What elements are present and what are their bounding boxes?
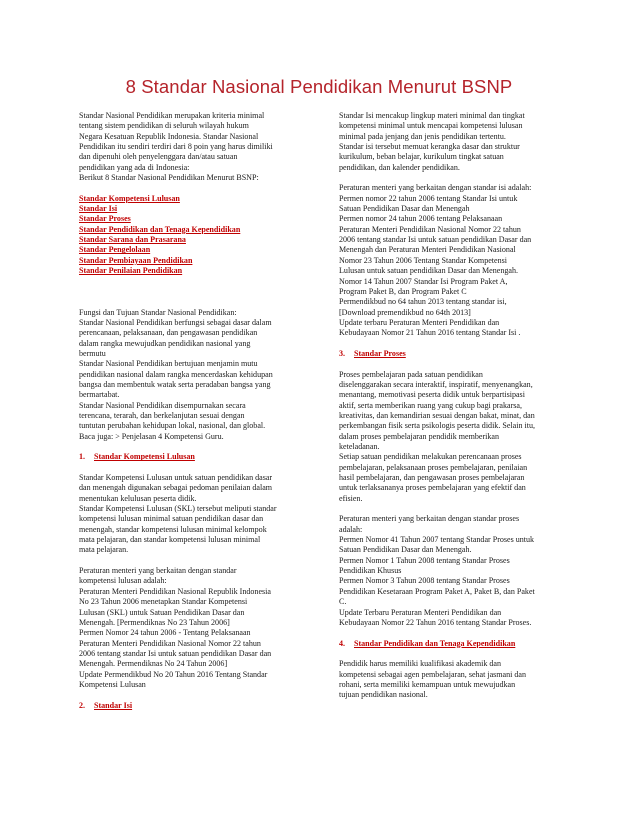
text-line: minimal pada jenjang dan jenis pendidikan tertentu. [339, 131, 506, 141]
skl-paragraph [79, 473, 306, 556]
text-line: tuntutan perubahan kehidupan lokal, nasional, dan global. [79, 421, 266, 431]
standard-link[interactable]: Standar Pembiayaan Pendidikan [79, 255, 193, 265]
skl-regulations [79, 566, 306, 690]
text-line: kompetensi lulusan minimal satuan pendidikan dasar dan [79, 514, 264, 524]
fungsi-paragraph [79, 308, 306, 442]
pendidik-paragraph [339, 659, 564, 700]
text-line: Permendikbud no 64 tahun 2013 tentang standar isi, [339, 297, 507, 307]
text-line: Peraturan Menteri Pendidikan Nasional Nomor 22 tahun [339, 224, 521, 234]
text-line: Proses pembelajaran pada satuan pendidikan [339, 369, 483, 379]
section-heading-1 [79, 452, 306, 462]
text-line: Lulusan (SKL) untuk Satuan Pendidikan Dasar dan [79, 607, 245, 617]
text-line: untuk terlaksananya proses pembelajaran yang efektif dan [339, 483, 526, 493]
section-heading-4 [339, 639, 564, 649]
standard-link[interactable]: Standar Pengelolaan [79, 245, 151, 255]
text-line: Peraturan menteri yang berkaitan dengan standar proses [339, 514, 520, 524]
text-line: kompetensi sebagai agen pembelajaran, sehat jasmani dan [339, 669, 527, 679]
standard-link[interactable]: Standar Sarana dan Prasarana [79, 235, 186, 245]
download-link[interactable]: [Download premendikbud no 64th 2013] [339, 307, 471, 317]
text-line: Nomor 23 Tahun 2006 Tentang Standar Kompetensi [339, 255, 507, 265]
text-line: 2006 tentang standar Isi untuk satuan pendidikan Dasar dan [339, 235, 532, 245]
section-heading-3 [339, 349, 564, 359]
text-line: Permen Nomor 24 tahun 2006 - Tentang Pelaksanaan [79, 628, 251, 638]
section-number: 2. [79, 700, 86, 710]
text-line: pembelajaran, pelaksanaan proses pembelajaran, penilaian [339, 462, 528, 472]
text-line: aktif, serta memberikan ruang yang cukup bagi prakarsa, [339, 400, 522, 410]
text-line: Peraturan menteri yang berkaitan dengan standar isi adalah: [339, 183, 532, 193]
text-line: dalam proses pembelajaran pendidik memberikan [339, 431, 499, 441]
text-line: bangsa dan membentuk watak serta peradaban bangsa yang [79, 379, 271, 389]
text-line: Permen nomor 24 tahun 2006 tentang Pelaksanaan [339, 214, 503, 224]
text-line: Kebudayaan Nomor 22 Tahun 2016 tentang Standar Proses. [339, 617, 532, 627]
text-line: tentang sistem pendidikan di seluruh wilayah hukum [79, 121, 249, 131]
text-line: Negara Kesatuan Republik Indonesia. Standar Nasional [79, 131, 259, 141]
text-line: Menengah dan Peraturan Menteri Pendidikan Nasional [339, 245, 516, 255]
text-line: C. [339, 597, 347, 607]
text-line: kreativitas, dan kemandirian sesuai dengan bakat, minat, dan [339, 410, 535, 420]
text-line: Satuan Pendidikan Dasar dan Menengah. [339, 545, 472, 555]
text-line: menentukan kelulusan peserta didik. [79, 493, 197, 503]
text-line: Peraturan menteri yang berkaitan dengan standar [79, 566, 237, 576]
text-line: mata pelajaran, dan standar kompetensi lulusan minimal [79, 535, 261, 545]
section-number: 3. [339, 348, 346, 358]
section-heading-2 [79, 701, 306, 711]
text-line: keteladanan. [339, 442, 380, 451]
standard-link[interactable]: Standar Isi [79, 204, 118, 214]
intro-paragraph [79, 111, 306, 183]
right-column [339, 111, 564, 701]
text-line: Permen nomor 22 tahun 2006 tentang Standar Isi untuk [339, 193, 518, 203]
text-line: adalah: [339, 524, 363, 534]
text-line: Pendidikan Kesetaraan Program Paket A, Paket B, dan Paket [339, 586, 535, 596]
text-line: Satuan Pendidikan Dasar dan Menengah [339, 204, 470, 214]
text-line: Berikut 8 Standar Nasional Pendidikan Menurut BSNP: [79, 173, 259, 183]
text-line: bermartabat. [79, 390, 120, 400]
section-number: 4. [339, 638, 346, 648]
text-line: hasil pembelajaran, dan pengawasan proses pembelajaran [339, 473, 525, 483]
section-title[interactable]: Standar Proses [354, 348, 406, 358]
text-line: Kompetensi Lulusan [79, 679, 146, 689]
isi-paragraph [339, 111, 564, 173]
text-line: dan menengah digunakan sebagai pedoman penilaian dalam [79, 483, 273, 493]
text-line: rohani, serta memiliki kemampuan untuk mewujudkan [339, 679, 516, 689]
text-line: pendidikan yang ada di Indonesia: [79, 162, 190, 172]
left-column [79, 111, 306, 711]
text-line: Permen Nomor 3 Tahun 2008 tentang Standar Proses [339, 576, 510, 586]
text-line: Menengah. Permendiknas No 24 Tahun 2006] [79, 659, 228, 669]
text-line: kompetensi lulusan adalah: [79, 576, 167, 586]
text-line: Standar Nasional Pendidikan berfungsi sebagai dasar dalam [79, 317, 272, 327]
text-line: mata pelajaran. [79, 545, 129, 555]
text-line: Standar Kompetensi Lulusan untuk satuan pendidikan dasar [79, 473, 273, 483]
section-title[interactable]: Standar Pendidikan dan Tenaga Kependidikan [354, 638, 516, 648]
text-line: Update Terbaru Peraturan Menteri Pendidikan dan [339, 607, 502, 617]
text-line: dan dipenuhi oleh penyelenggara dan/atau satuan [79, 152, 238, 162]
text-line: Update terbaru Peraturan Menteri Pendidikan dan [339, 317, 500, 327]
text-line: Fungsi dan Tujuan Standar Nasional Pendidikan: [79, 307, 237, 317]
text-line: Nomor 14 Tahun 2007 Standar Isi Program Paket A, [339, 276, 508, 286]
text-line: Program Paket B, dan Program Paket C [339, 286, 467, 296]
text-line: Standar Nasional Pendidikan merupakan kriteria minimal [79, 111, 265, 120]
text-line: No 23 Tahun 2006 menetapkan Standar Kompetensi [79, 597, 248, 607]
text-line: Permen Nomor 1 Tahun 2008 tentang Standar Proses [339, 555, 510, 565]
text-line: Standar Isi mencakup lingkup materi minimal dan tingkat [339, 111, 525, 120]
text-line: Lulusan untuk satuan pendidikan Dasar dan Menengah. [339, 266, 518, 276]
text-line: pendidikan nasional dalam rangka mencerdaskan kehidupan [79, 369, 273, 379]
text-line: menantang, memotivasi peserta didik untuk berpartisipasi [339, 390, 525, 400]
proses-regulations [339, 514, 564, 628]
text-line: pendidikan, dan kalender pendidikan. [339, 162, 460, 172]
text-line: kompetensi minimal untuk mencapai kompetensi lulusan [339, 121, 523, 131]
proses-paragraph [339, 370, 564, 504]
text-line: Peraturan Menteri Pendidikan Nasional Republik Indonesia [79, 586, 271, 596]
text-line: 2006 tentang standar Isi untuk satuan pendidikan Dasar dan [79, 648, 272, 658]
text-line: Pendidikan itu sendiri terdiri dari 8 poin yang harus dimiliki [79, 142, 273, 152]
document-title: 8 Standar Nasional Pendidikan Menurut BSNP [125, 76, 513, 97]
standard-link[interactable]: Standar Kompetensi Lulusan [79, 193, 180, 203]
standard-link[interactable]: Standar Proses [79, 214, 131, 224]
text-line: perkembangan fisik serta psikologis peserta didik. Selain itu, [339, 421, 535, 431]
standard-link[interactable]: Standar Penilaian Pendidikan [79, 266, 183, 276]
text-line: Standar isi tersebut memuat kerangka dasar dan struktur [339, 142, 520, 152]
text-line: dalam rangka mewujudkan pendidikan nasional yang [79, 338, 251, 348]
text-line: Standar Kompetensi Lulusan (SKL) tersebut meliputi standar [79, 504, 277, 514]
text-line: Kebudayaan Nomor 21 Tahun 2016 tentang Standar Isi . [339, 328, 521, 338]
text-line: diselenggarakan secara interaktif, inspiratif, menyenangkan, [339, 379, 533, 389]
text-line: Pendidik harus memiliki kualifikasi akademik dan [339, 659, 502, 669]
text-line: Pendidikan Khusus [339, 566, 402, 576]
text-line: Update Permendikbud No 20 Tahun 2016 Tentang Standar [79, 669, 268, 679]
text-line: Setiap satuan pendidikan melakukan perencanaan proses [339, 452, 522, 462]
text-line: Peraturan Menteri Pendidikan Nasional Nomor 22 tahun [79, 638, 261, 648]
text-line: Permen Nomor 41 Tahun 2007 tentang Standar Proses untuk [339, 535, 535, 545]
text-line: Standar Nasional Pendidikan bertujuan menjamin mutu [79, 359, 258, 369]
text-line: bermutu [79, 348, 106, 358]
text-line: Standar Nasional Pendidikan disempurnakan secara [79, 400, 246, 410]
section-number: 1. [79, 452, 86, 462]
text-line: perencanaan, pelaksanaan, dan pengawasan pendidikan [79, 328, 258, 338]
text-line: kurikulum, beban belajar, kurikulum tingkat satuan [339, 152, 504, 162]
text-line[interactable]: Baca juga: > Penjelasan 4 Kompetensi Guru. [79, 431, 224, 441]
text-line: tujuan pendidikan nasional. [339, 690, 428, 700]
section-title[interactable]: Standar Isi [94, 700, 133, 710]
section-title[interactable]: Standar Kompetensi Lulusan [94, 452, 195, 462]
text-line: efisien. [339, 493, 363, 503]
text-line: Menengah. [Permendiknas No 23 Tahun 2006] [79, 617, 230, 627]
isi-regulations [339, 183, 564, 338]
standard-link[interactable]: Standar Pendidikan dan Tenaga Kependidikan [79, 224, 241, 234]
text-line: menengah, standar kompetensi lulusan minimal kelompok [79, 524, 267, 534]
text-line: terencana, terarah, dan berkelanjutan sesuai dengan [79, 410, 245, 420]
standards-list [79, 194, 306, 277]
